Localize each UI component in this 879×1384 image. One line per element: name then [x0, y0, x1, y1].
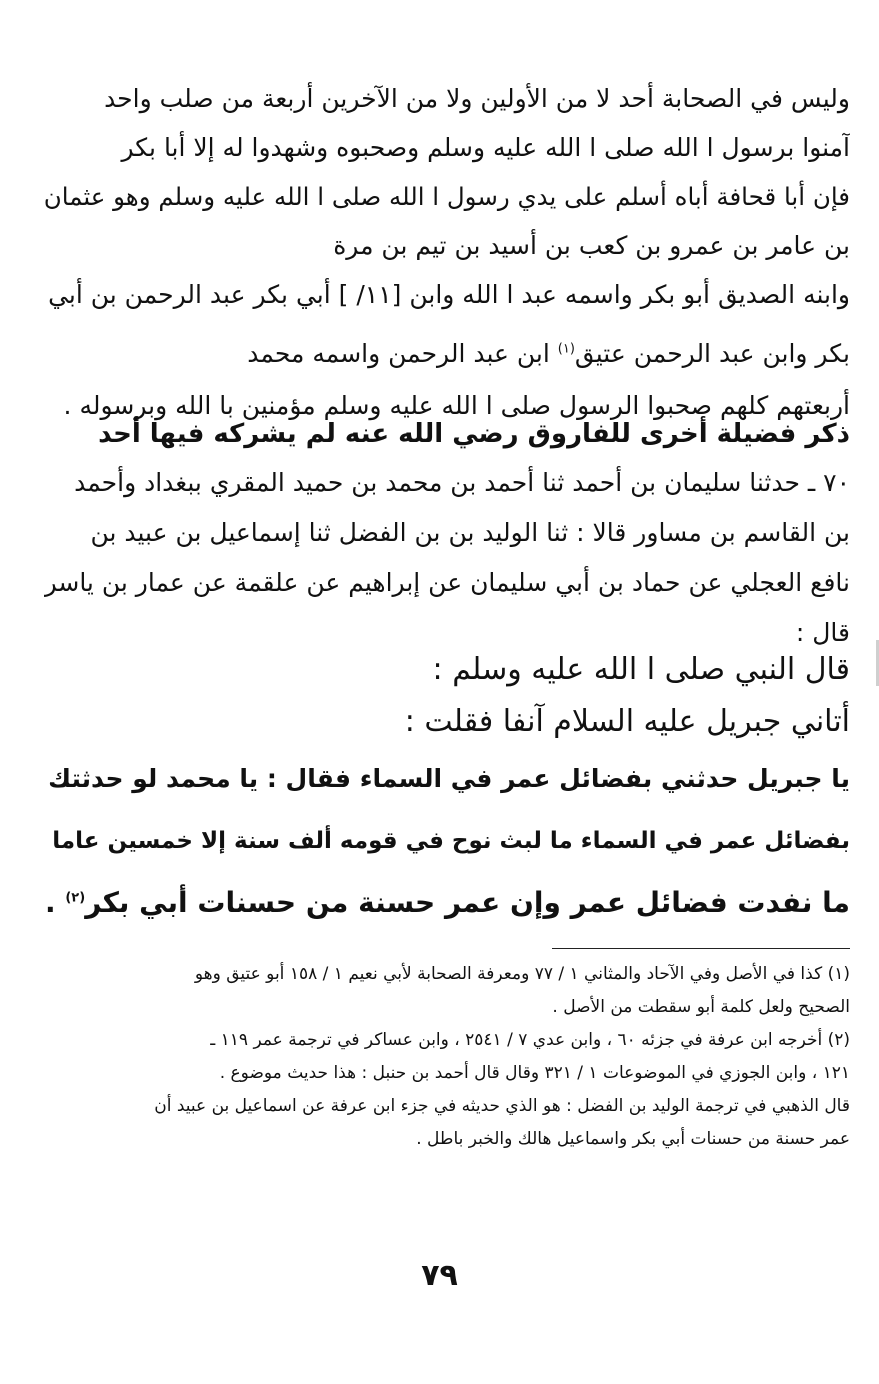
text-line: [44, 872, 850, 934]
text-line: أربعتهم كلهم صحبوا الرسول صلى ا الله عليه وسلم مؤمنين با الله وبرسوله .: [63, 391, 850, 420]
footnote-line: (١) كذا في الأصل وفي الآحاد والمثاني ١ / ٧٧ ومعرفة الصحابة لأبي نعيم ١ / ١٥٨ أبو عتيق وهو: [194, 964, 850, 984]
text-line: قال النبي صلى ا الله عليه وسلم :: [432, 652, 850, 687]
section-heading: ذكر فضيلة أخرى للفاروق رضي الله عنه لم يشركه فيها أحد: [98, 419, 850, 449]
footnote-divider: [552, 948, 850, 949]
text-line: نافع العجلي عن حماد بن أبي سليمان عن إبراهيم عن علقمة عن عمار بن ياسر: [44, 568, 850, 597]
hadith-isnad: [44, 458, 850, 658]
footnote-line: ١٢١ ، وابن الجوزي في الموضوعات ١ / ٣٢١ وقال قال أحمد بن حنبل : هذا حديث موضوع .: [219, 1063, 850, 1083]
text-line: آمنوا برسول ا الله صلى ا الله عليه وسلم وصحبوه وشهدوا له إلا أبا بكر: [121, 133, 850, 162]
text-segment: ابن عبد الرحمن واسمه محمد: [247, 339, 558, 368]
hadith-matn: [44, 644, 850, 934]
text-segment: .: [44, 886, 66, 919]
text-line: فإن أبا قحافة أباه أسلم على يدي رسول ا الله صلى ا الله عليه وسلم وهو عثمان: [44, 182, 850, 211]
footnotes: [44, 958, 850, 1156]
footnote-marker: (٢): [65, 890, 86, 906]
text-line: ٧٠ ـ حدثنا سليمان بن أحمد ثنا أحمد بن محمد بن حميد المقري ببغداد وأحمد: [74, 468, 850, 497]
text-line: وليس في الصحابة أحد لا من الأولين ولا من الآخرين أربعة من صلب واحد: [104, 84, 850, 113]
text-segment: ما نفدت فضائل عمر وإن عمر حسنة من حسنات أبي بكر: [85, 886, 850, 919]
main-text: [44, 74, 850, 430]
footnote-line: عمر حسنة من حسنات أبي بكر واسماعيل هالك والخبر باطل .: [416, 1129, 850, 1149]
footnote-line: الصحيح ولعل كلمة أبو سقطت من الأصل .: [552, 997, 850, 1017]
text-line: أتاني جبريل عليه السلام آنفا فقلت :: [404, 704, 850, 739]
text-line: بن عامر بن عمرو بن كعب بن أسيد بن تيم بن مرة: [333, 231, 850, 260]
text-line: [44, 319, 850, 381]
text-line: بن القاسم بن مساور قالا : ثنا الوليد بن بن الفضل ثنا إسماعيل بن عبيد بن: [90, 518, 850, 547]
footnote-marker: (١): [557, 341, 575, 357]
footnote-line: قال الذهبي في ترجمة الوليد بن الفضل : هو الذي حديثه في جزء ابن عرفة عن اسماعيل بن عبيد أن: [154, 1096, 850, 1116]
page-number: ٧٩: [421, 1258, 458, 1293]
footnote-line: (٢) أخرجه ابن عرفة في جزئه ٦٠ ، وابن عدي ٧ / ٢٥٤١ ، وابن عساكر في ترجمة عمر ١١٩ ـ: [210, 1030, 850, 1050]
text-line: بفضائل عمر في السماء ما لبث نوح في قومه ألف سنة إلا خمسين عاما: [52, 828, 850, 854]
text-line: وابنه الصديق أبو بكر واسمه عبد ا الله وابن [١١/ ] أبي بكر عبد الرحمن بن أبي: [48, 280, 850, 309]
text-line: قال :: [795, 618, 850, 647]
text-line: يا جبريل حدثني بفضائل عمر في السماء فقال : يا محمد لو حدثتك: [48, 764, 850, 793]
text-segment: بكر وابن عبد الرحمن عتيق: [574, 339, 850, 368]
